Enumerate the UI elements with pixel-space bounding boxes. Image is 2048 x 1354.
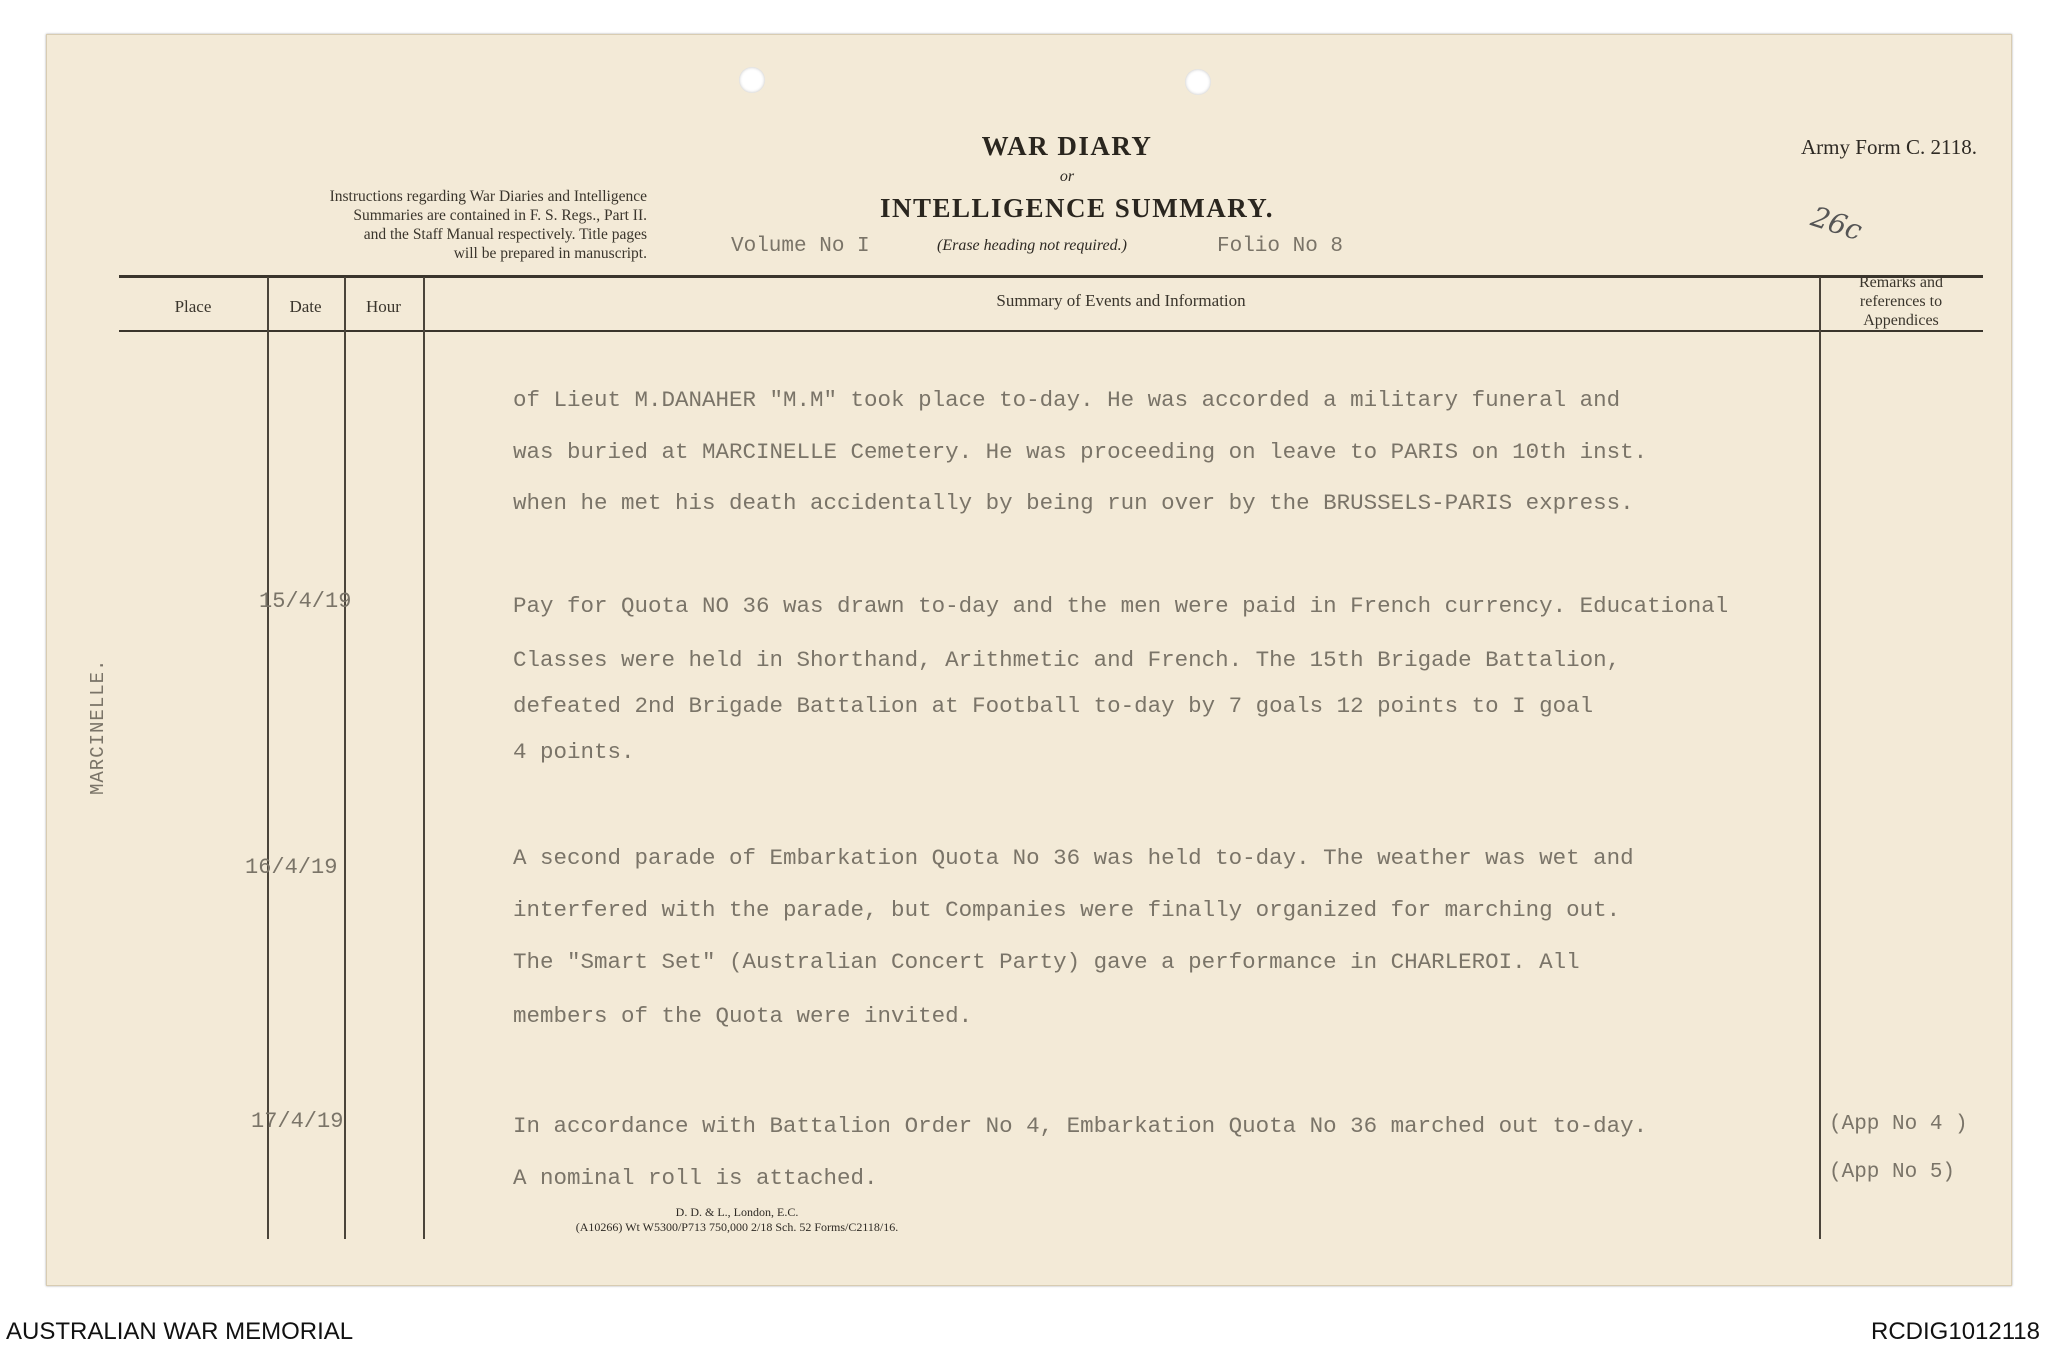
- entry-date: 17/4/19: [251, 1109, 344, 1134]
- entry-text-line: In accordance with Battalion Order No 4, Embarkation Quota No 36 marched out to-day.: [513, 1113, 1648, 1139]
- entry-text-line: The "Smart Set" (Australian Concert Party) gave a performance in CHARLEROI. All: [513, 949, 1580, 975]
- archive-footer: [0, 1312, 2048, 1354]
- column-divider: [423, 277, 425, 1239]
- appendix-reference: (App No 5): [1829, 1161, 1956, 1184]
- title-war-diary: WAR DIARY: [981, 131, 1153, 161]
- column-header-hour: Hour: [366, 297, 401, 316]
- table-top-rule: [119, 275, 1983, 278]
- entry-text-line: was buried at MARCINELLE Cemetery. He was proceeding on leave to PARIS on 10th inst.: [513, 439, 1648, 465]
- page-mark: 26c: [1807, 199, 1867, 248]
- entry-date: 15/4/19: [259, 589, 352, 614]
- punch-hole: [1185, 69, 1211, 95]
- entry-text-line: 4 points.: [513, 739, 635, 765]
- folio-number: Folio No 8: [1217, 235, 1344, 258]
- column-header-summary: Summary of Events and Information: [996, 291, 1246, 310]
- instructions-line: Summaries are contained in F. S. Regs., Part II.: [353, 207, 647, 224]
- remarks-header-line: Appendices: [1863, 312, 1939, 329]
- archive-name: AUSTRALIAN WAR MEMORIAL: [6, 1318, 354, 1345]
- erase-heading-note: (Erase heading not required.): [937, 237, 1127, 254]
- printer-line: D. D. & L., London, E.C.: [675, 1205, 799, 1219]
- volume-number: Volume No I: [731, 235, 870, 258]
- column-header-date: Date: [289, 297, 322, 316]
- entry-text-line: defeated 2nd Brigade Battalion at Football to-day by 7 goals 12 points to I goal: [513, 693, 1594, 719]
- title-intelligence-summary: INTELLIGENCE SUMMARY.: [879, 193, 1275, 223]
- printer-line: (A10266) Wt W5300/P713 750,000 2/18 Sch. 52 Forms/C2118/16.: [575, 1220, 899, 1234]
- appendix-reference: (App No 4 ): [1829, 1113, 1968, 1136]
- army-form-number: Army Form C. 2118.: [1801, 135, 1977, 159]
- table-header-rule: [119, 330, 1983, 332]
- instructions-line: will be prepared in manuscript.: [453, 245, 647, 262]
- instructions-note: [147, 187, 647, 263]
- column-divider: [267, 277, 269, 1239]
- title-or: or: [1059, 168, 1075, 185]
- entry-text-line: when he met his death accidentally by being run over by the BRUSSELS-PARIS express.: [513, 490, 1634, 516]
- entry-text-line: members of the Quota were invited.: [513, 1003, 973, 1029]
- entry-text-line: A nominal roll is attached.: [513, 1165, 878, 1191]
- entry-text-line: Pay for Quota NO 36 was drawn to-day and the men were paid in French currency. Educational: [513, 593, 1729, 619]
- column-header-place: Place: [174, 297, 212, 316]
- remarks-header-line: references to: [1859, 293, 1943, 310]
- place-marcinelle: MARCINELLE.: [87, 658, 109, 795]
- column-header-remarks: [1819, 273, 1983, 330]
- remarks-header-line: Remarks and: [1859, 274, 1943, 291]
- column-divider: [1819, 277, 1821, 1239]
- column-divider: [344, 277, 346, 1239]
- printer-imprint: [487, 1205, 987, 1235]
- instructions-line: and the Staff Manual respectively. Title pages: [363, 226, 647, 243]
- diary-sheet: [46, 34, 2012, 1286]
- entry-text-line: interfered with the parade, but Companies were finally organized for marching out.: [513, 897, 1621, 923]
- instructions-line: Instructions regarding War Diaries and Intelligence: [329, 188, 647, 205]
- entry-text-line: Classes were held in Shorthand, Arithmetic and French. The 15th Brigade Battalion,: [513, 647, 1621, 673]
- entry-text-line: of Lieut M.DANAHER "M.M" took place to-day. He was accorded a military funeral and: [513, 387, 1621, 413]
- entry-date: 16/4/19: [245, 855, 338, 880]
- entry-text-line: A second parade of Embarkation Quota No 36 was held to-day. The weather was wet and: [513, 845, 1634, 871]
- punch-hole: [739, 67, 765, 93]
- record-id: RCDIG1012118: [1871, 1318, 2040, 1345]
